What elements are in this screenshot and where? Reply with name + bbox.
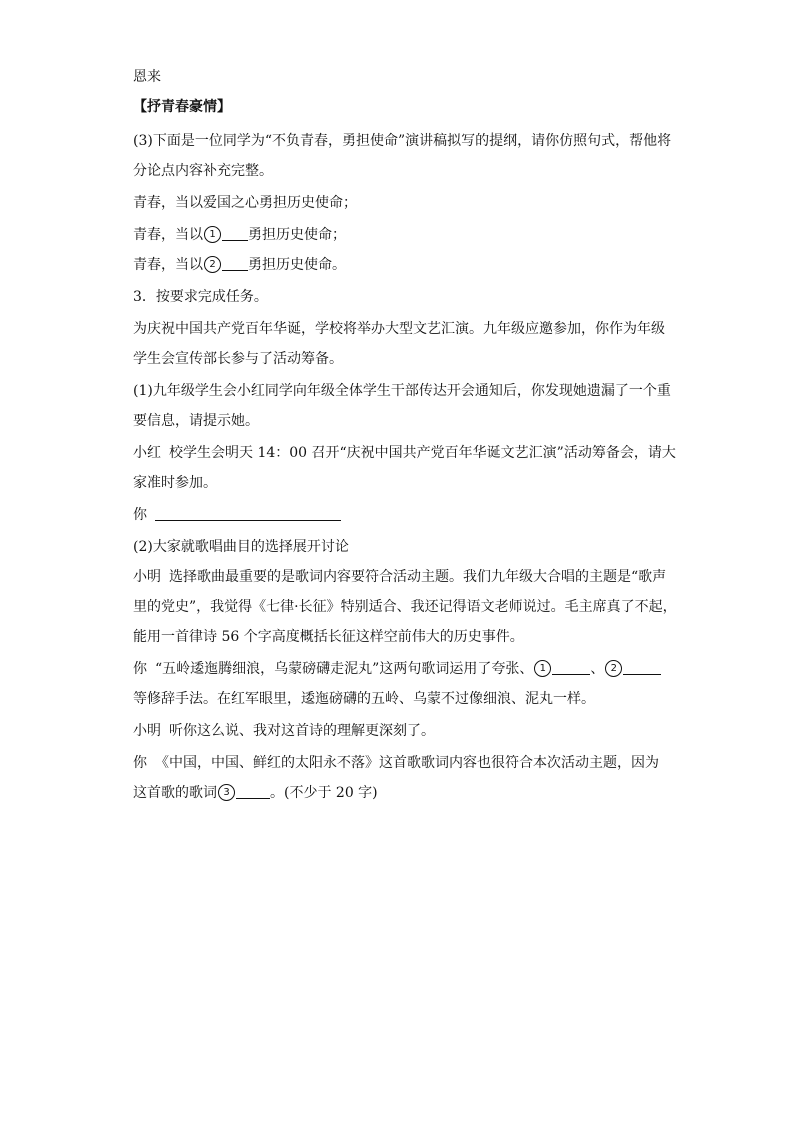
dialogue-line	[133, 443, 676, 463]
answer-blank[interactable]	[155, 506, 341, 521]
text-fragment: 校学生会明天 14：00 召开“庆祝中国共产党百年华诞文艺汇演”活动筹备会，请大	[169, 445, 676, 461]
dialogue-line	[133, 753, 663, 773]
text-line: 里的党史”，我觉得《七律·长征》特别适合、我还记得语文老师说过。毛主席真了不起，	[133, 599, 677, 615]
text-fragment: 勇担历史使命。	[248, 257, 346, 273]
section-heading: 【抒青春豪情】	[133, 99, 231, 115]
text-line: 恩来	[133, 69, 161, 85]
blank-marker-1: 1	[204, 226, 221, 243]
blank-marker-3: 3	[218, 784, 235, 801]
text-fragment: 青春，当以	[133, 257, 203, 273]
text-fragment: 选择歌曲最重要的是歌词内容要符合活动主题。我们九年级大合唱的主题是“歌声	[169, 569, 667, 585]
dialogue-line	[133, 505, 663, 525]
text-fragment: “五岭逶迤腾细浪，乌蒙磅礴走泥丸”这两句歌词运用了夸张、	[155, 661, 534, 677]
dialogue-line	[133, 567, 667, 587]
speaker-label: 小明	[133, 569, 161, 585]
fill-in-line	[133, 225, 663, 245]
speaker-label: 你	[133, 507, 147, 523]
fill-in-line	[133, 783, 663, 803]
blank-marker-2: 2	[204, 256, 221, 273]
text-fragment: 这首歌的歌词	[133, 785, 217, 801]
speaker-label: 你	[133, 661, 147, 677]
fill-in-line	[133, 255, 663, 275]
text-line: 家准时参加。	[133, 475, 217, 491]
text-line: 等修辞手法。在红军眼里，逶迤磅礴的五岭、乌蒙不过像细浪、泥丸一样。	[133, 691, 595, 707]
text-fragment: 勇担历史使命；	[248, 227, 346, 243]
text-line: (2)大家就歌唱曲目的选择展开讨论	[133, 539, 349, 555]
speaker-label: 小红	[133, 445, 161, 461]
text-line: (3)下面是一位同学为“不负青春，勇担使命”演讲稿拟写的提纲，请你仿照句式，帮他将	[133, 133, 672, 149]
answer-blank[interactable]	[222, 256, 248, 271]
speaker-label: 你	[133, 755, 147, 771]
text-line: 分论点内容补充完整。	[133, 163, 273, 179]
answer-blank[interactable]	[623, 660, 661, 675]
text-line: 能用一首律诗 56 个字高度概括长征这样空前伟大的历史事件。	[133, 629, 524, 645]
text-fragment: 《中国，中国、鲜红的太阳永不落》这首歌歌词内容也很符合本次活动主题，因为	[155, 755, 659, 771]
answer-blank[interactable]	[236, 784, 270, 799]
text-fragment: 听你这么说、我对这首诗的理解更深刻了。	[169, 723, 435, 739]
blank-marker-1: 1	[534, 660, 551, 677]
answer-blank[interactable]	[552, 660, 590, 675]
text-line: 要信息，请提示她。	[133, 413, 259, 429]
text-line: 为庆祝中国共产党百年华诞，学校将举办大型文艺汇演。九年级应邀参加，你作为年级	[133, 321, 665, 337]
dialogue-line	[133, 721, 663, 741]
text-line: (1)九年级学生会小红同学向年级全体学生干部传达开会通知后，你发现她遗漏了一个重	[133, 383, 671, 399]
text-fragment: 青春，当以	[133, 227, 203, 243]
text-fragment: 、	[590, 661, 605, 677]
text-fragment: 。(不少于 20 字)	[270, 785, 378, 801]
text-line: 学生会宣传部长参与了活动筹备。	[133, 351, 343, 367]
answer-blank[interactable]	[222, 226, 248, 241]
blank-marker-2: 2	[605, 660, 622, 677]
question-heading: 3．按要求完成任务。	[133, 289, 268, 305]
speaker-label: 小明	[133, 723, 161, 739]
text-line: 青春，当以爱国之心勇担历史使命；	[133, 195, 357, 211]
fill-in-line	[133, 659, 663, 679]
